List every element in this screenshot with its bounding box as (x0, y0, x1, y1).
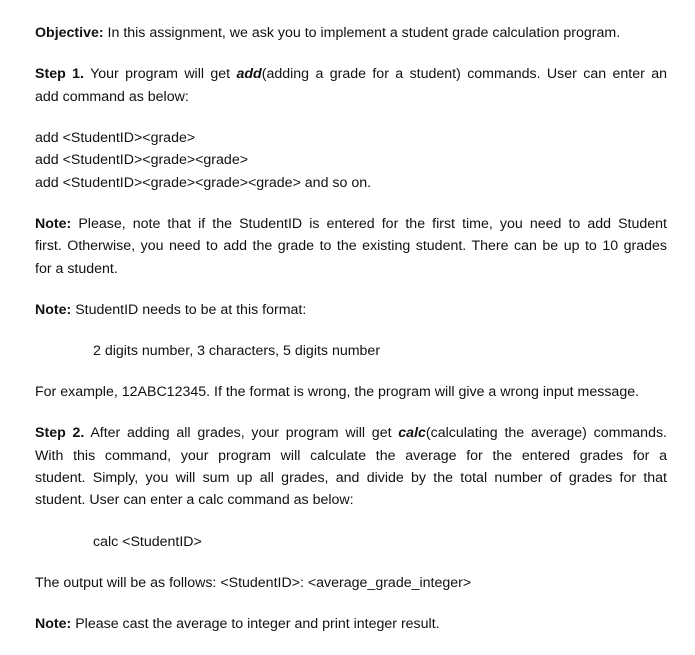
objective-text: In this assignment, we ask you to implement a student grade calculation program. (103, 25, 621, 41)
step2-text-post: (calculating the average) commands. (425, 425, 667, 441)
note2-label: Note: (35, 302, 72, 318)
step2-line3: student. Simply, you will sum up all grades, and divide by the total number of grades for that (35, 470, 667, 486)
calc-example: calc <StudentID> (93, 534, 202, 550)
note1-text: Please, note that if the StudentID is entered for the first time, you need to add Student (71, 216, 667, 232)
note1-label: Note: (35, 216, 72, 232)
add-example-2: add <StudentID><grade><grade> (35, 152, 248, 168)
note1-line2: first. Otherwise, you need to add the grade to the existing student. There can be up to 10 grades (35, 238, 667, 254)
note1-line3: for a student. (35, 261, 118, 277)
step2-text-pre: After adding all grades, your program will get (84, 425, 399, 441)
calc-command-keyword: calc (398, 425, 426, 441)
objective-label: Objective: (35, 25, 104, 41)
step1-label: Step 1. (35, 66, 84, 82)
note2-paragraph (35, 301, 306, 319)
add-example-3: add <StudentID><grade><grade><grade> and so on. (35, 175, 372, 191)
step1-line1 (35, 65, 667, 83)
step1-text-post: (adding a grade for a student) commands. User can enter an (261, 66, 667, 82)
id-format-spec: 2 digits number, 3 characters, 5 digits number (93, 343, 381, 359)
note1-line1 (35, 215, 667, 233)
step1-text-pre: Your program will get (83, 66, 237, 82)
objective-paragraph (35, 24, 620, 42)
step2-line2: With this command, your program will calculate the average for the entered grades for a (35, 448, 667, 464)
step2-line1 (35, 424, 667, 442)
format-example: For example, 12ABC12345. If the format is wrong, the program will give a wrong input message. (35, 384, 640, 400)
step2-line4: student. User can enter a calc command as below: (35, 492, 354, 508)
step1-line2: add command as below: (35, 89, 189, 105)
note3-paragraph (35, 615, 440, 633)
step2-label: Step 2. (35, 425, 85, 441)
add-command-keyword: add (236, 66, 262, 82)
add-example-1: add <StudentID><grade> (35, 130, 196, 146)
note3-text: Please cast the average to integer and print integer result. (71, 616, 440, 632)
output-format: The output will be as follows: <StudentID>: <average_grade_integer> (35, 575, 472, 591)
note3-label: Note: (35, 616, 72, 632)
note2-text: StudentID needs to be at this format: (71, 302, 307, 318)
